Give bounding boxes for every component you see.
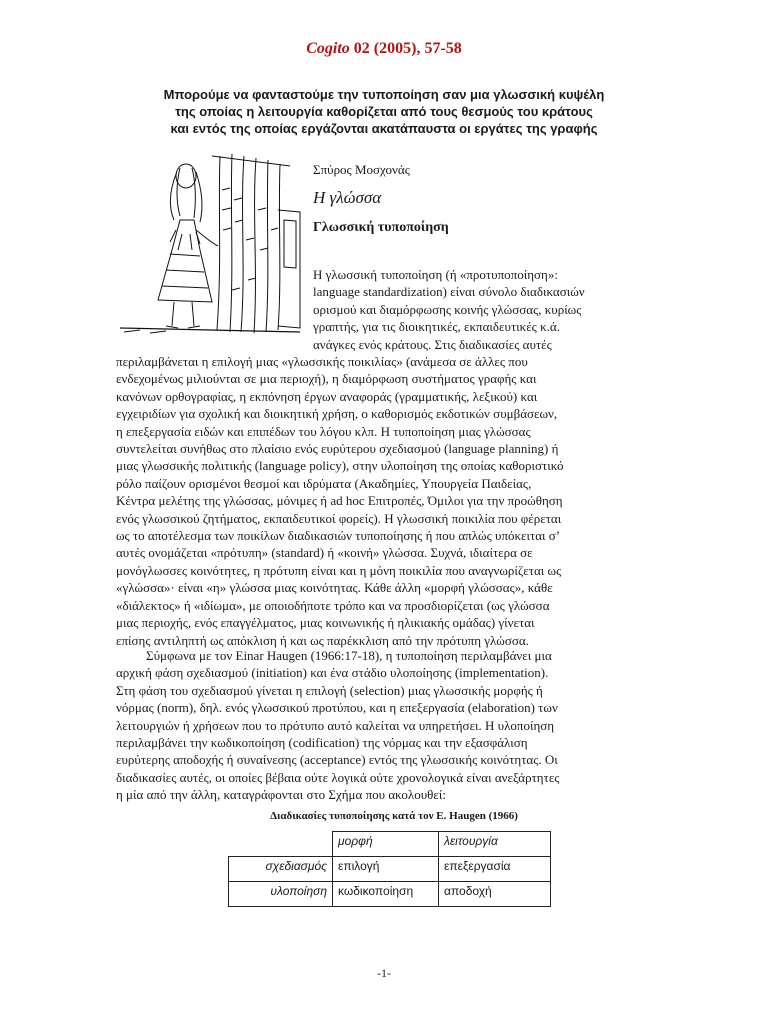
text-line: αρχική φάση σχεδιασμού (initiation) και ένα στάδιο υλοποίησης (implementation). (116, 665, 549, 681)
table-header-cell: μορφή (333, 832, 439, 857)
text-line: γραπτής, για τις διοικητικές, εκπαιδευτικές κ.ά. (313, 319, 560, 335)
journal-citation (0, 40, 768, 58)
table-row-header: σχεδιασμός (229, 857, 333, 882)
text-line: εγχειριδίων για σχολική και διοικητική χρήση, ο καθορισμός εκδοτικών συμβάσεων, (116, 406, 558, 422)
table-row (229, 857, 551, 882)
table-caption: Διαδικασίες τυποποίησης κατά τον E. Haugen (1966) (270, 810, 518, 822)
table-header-cell: λειτουργία (439, 832, 551, 857)
author-name: Σπύρος Μοσχονάς (313, 162, 410, 177)
table-cell: επεξεργασία (439, 857, 551, 882)
text-line: διαδικασίες αυτές, οι οποίες βέβαια ούτε λογικά ούτε χρονολογικά είναι ανεξάρτητες (116, 769, 560, 785)
text-line: περιλαμβάνεται η επιλογή μιας «γλωσσικής ποικιλίας» (ανάμεσα σε άλλες που (116, 354, 528, 369)
alice-illustration (100, 150, 305, 338)
text-line: μονόγλωσσες κοινότητες, η πρότυπη είναι και η μόνη ποικιλία που αναγνωρίζεται ως (116, 562, 562, 578)
text-line: η επεξεργασία ειδών και επιπέδων του λόγου κλπ. Η τυποποίηση μιας γλώσσας (116, 423, 531, 439)
text-line: «διάλεκτος» ή «ιδίωμα», με οποιοδήποτε τρόπο και να προσδιορίζεται (ως γλώσσα (116, 597, 550, 613)
epigraph-line: και εντός της οποίας εργάζονται ακατάπαυστα οι εργάτες της γραφής (170, 121, 598, 136)
text-line: αυτές ονομάζεται «πρότυπη» (standard) ή «κοινή» γλώσσα. Συχνά, ιδιαίτερα σε (116, 545, 533, 561)
text-line: ενδεχομένως μιλιούνται σε μια περιοχή), η διαμόρφωση συστήματος γραφής και (116, 371, 537, 387)
text-line: language standardization) είναι σύνολο διαδικασιών (313, 284, 585, 300)
work-title: Η γλώσσα (313, 188, 382, 207)
paragraph-1-body (116, 353, 564, 649)
table-cell: επιλογή (333, 857, 439, 882)
epigraph-line: της οποίας η λειτουργία καθορίζεται από τους θεσμούς του κράτους (175, 104, 593, 119)
text-line: νόρμας (norm), δηλ. ενός γλωσσικού προτύπου, και η επεξεργασία (elaboration) των (116, 700, 558, 716)
text-line: επίσης αντιληπτή ως απόκλιση ή και ως παρέκκλιση από την πρότυπη γλώσσα. (116, 632, 529, 648)
table-row (229, 882, 551, 907)
text-line: λειτουργιών ή χρήσεων που το πρότυπο αυτό καλείται να υπηρετήσει. Η υλοποίηση (116, 717, 555, 733)
text-line: Σύμφωνα με τον Einar Haugen (1966:17-18), η τυποποίηση περιλαμβάνει μια (146, 648, 552, 663)
text-line: μιας περιοχής, ενός επαγγέλματος, μιας κοινωνικής ή ηλικιακής ομάδας) γίνεται (116, 615, 535, 631)
text-line: περιλαμβάνει την κωδικοποίηση (codification) της νόρμας και την εξασφάλιση (116, 735, 528, 751)
journal-issue: 02 (2005), 57-58 (353, 40, 462, 57)
haugen-table (228, 831, 551, 907)
table-header-cell (229, 832, 333, 857)
text-line: η μία από την άλλη, καταγράφονται στο Σχήμα που ακολουθεί: (116, 787, 446, 803)
text-line: Η γλωσσική τυποποίηση (ή «προτυποποίηση»: (313, 267, 558, 282)
text-line: συντελείται συνήθως στο πλαίσιο ενός ευρύτερου σχεδιασμού (language planning) ή (116, 441, 559, 457)
table-row-header: υλοποίηση (229, 882, 333, 907)
text-line: ενός γλωσσικού ζητήματος, εκπαιδευτικοί φορείς). Η γλωσσική ποικιλία που φέρεται (116, 510, 562, 526)
text-line: Στη φάση του σχεδιασμού γίνεται η επιλογή (selection) μιας γλωσσικής μορφής ή (116, 682, 543, 698)
text-line: ρόλο παίζουν ορισμένοι θεσμοί και ιδρύματα (Ακαδημίες, Υπουργεία Παιδείας, (116, 475, 532, 491)
paragraph-1-intro (313, 266, 585, 353)
epigraph (60, 86, 708, 137)
paragraph-2 (116, 647, 559, 804)
text-line: ορισμού και διαμόρφωσης κοινής γλώσσας, κυρίως (313, 301, 582, 317)
epigraph-line: Μπορούμε να φανταστούμε την τυποποίηση σαν μια γλωσσική κυψέλη (163, 87, 605, 102)
table-cell: κωδικοποίηση (333, 882, 439, 907)
table-cell: αποδοχή (439, 882, 551, 907)
text-line: ως το αποτέλεσμα των ποικίλων διαδικασιών τυποποίησης ή που απλώς υπόκειται σ’ (116, 528, 561, 544)
page-number: -1- (377, 966, 391, 980)
article-subtitle: Γλωσσική τυποποίηση (313, 220, 449, 235)
text-line: κανόνων ορθογραφίας, η εκπόνηση έργων αναφοράς (γραμματικής, λεξικού) και (116, 388, 538, 404)
table-header-row (229, 832, 551, 857)
text-line: ευρύτερης αποδοχής ή συναίνεσης (acceptance) εντός της γλωσσικής κοινότητας. Οι (116, 752, 558, 768)
text-line: «γλώσσα»· είναι «η» γλώσσα μιας κοινότητας. Κάθε άλλη «μορφή γλώσσας», κάθε (116, 580, 553, 596)
journal-name: Cogito (306, 40, 350, 57)
text-line: Κέντρα μελέτης της γλώσσας, μόνιμες ή ad hoc Επιτροπές, Όμιλοι για την προώθηση (116, 493, 563, 509)
text-line: μιας γλωσσικής πολιτικής (language policy), στην υλοποίηση της οποίας καθοριστικό (116, 458, 564, 474)
text-line: ανάγκες ενός κράτους. Στις διαδικασίες αυτές (313, 336, 552, 352)
